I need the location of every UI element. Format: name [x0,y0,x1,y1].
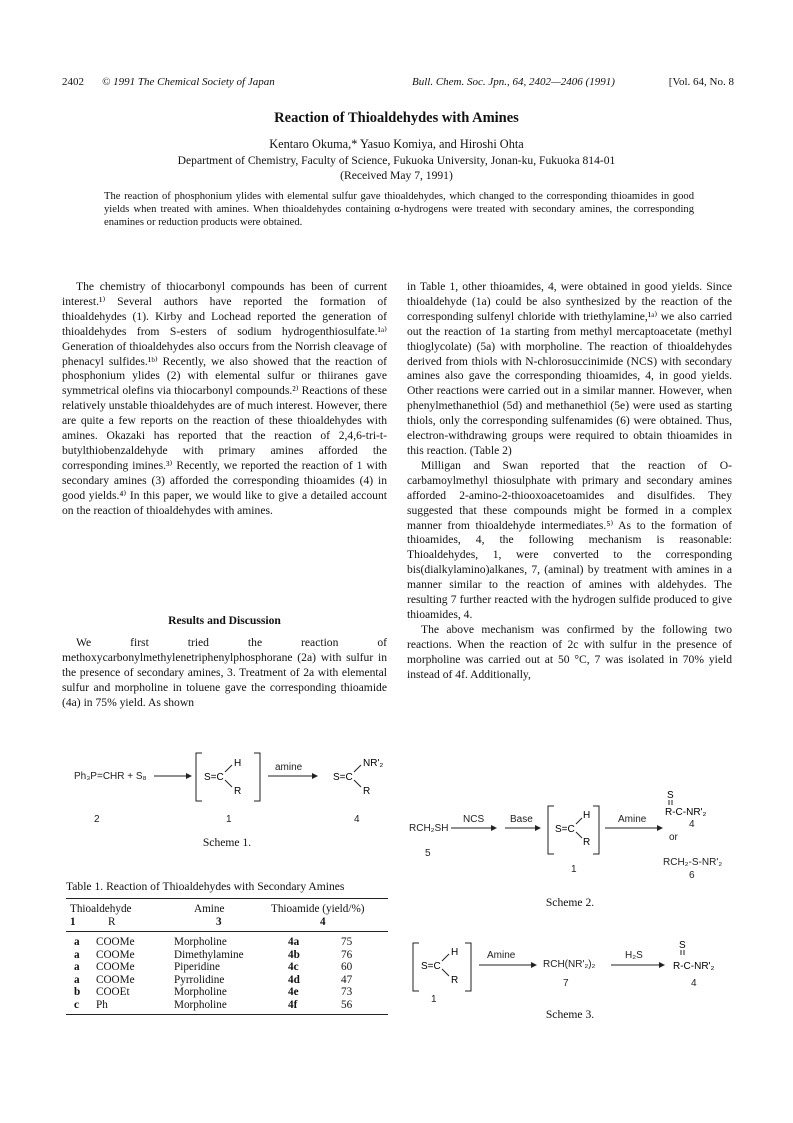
table-cell-product: 4b [288,948,300,961]
table-cell-amine: Morpholine [174,998,227,1011]
scheme2-label-5: 5 [425,848,431,859]
table-cell-product: 4f [288,998,298,1011]
table-cell-amine: Morpholine [174,936,227,948]
scheme1-label-4: 4 [354,814,360,825]
table-cell-r: COOMe [96,973,135,986]
table-cell-id: c [74,998,79,1011]
scheme3-aminal: RCH(NR'₂)₂ [543,959,596,970]
svg-text:H: H [234,758,242,769]
svg-text:S=C: S=C [555,824,575,835]
scheme2-caption: Scheme 2. [545,896,595,909]
scheme3-h2s-label: H₂S [625,950,643,961]
table-cell-amine: Morpholine [174,986,227,998]
scheme-3 [407,938,733,1004]
scheme2-or: or [669,832,678,843]
table-cell-amine: Dimethylamine [174,948,244,961]
table-cell-product: 4e [288,986,299,998]
intro-text: The chemistry of thiocarbonyl compounds has been of current interest.¹⁾ Several authors have reported the formation of thioaldehydes (1). Kirby and Lochead reported the generation of thioaldehydes from S-esters of sodium hydrogenthiosulfate.¹ᵃ⁾ Generation of thioaldehydes also occurs from the Norrish cleavage of phenacyl sulfides.¹ᵇ⁾ Recently, we also showed that the reaction of phosphonium ylides (2) with elemental sulfur or thiiranes gave symmetrical olefins via thiocarbonyl compounds.²⁾ Reactions of these relatively unstable thioaldehydes are of much interest. However, there are quite a few reports on the reaction of these thioaldehydes with amines. Okazaki has reported that the reaction of 2,4,6-tri-t-butylthiobenzaldehyde with primary amines afforded the corresponding imines.³⁾ Recently, we reported the reaction of 1 with secondary amines (3) afforded the corresponding thioamides (4) in good yields.⁴⁾ In this paper, we would like to give a detailed account on the reaction of thioaldehydes with amines. [62,280,387,517]
table-cell-product: 4a [288,936,300,948]
scheme2-graphic [407,786,733,886]
table-cell-product: 4c [288,961,299,973]
table-subheader-1: 1 [70,916,76,928]
section-heading: Results and Discussion [168,614,281,627]
scheme3-label-7: 7 [563,978,569,989]
table-cell-yield: 76 [341,948,353,961]
table-cell-r: Ph [96,998,108,1011]
svg-text:R: R [234,786,242,797]
scheme2-amine-label: Amine [618,814,647,825]
scheme1-arrow-label: amine [275,762,303,773]
table-header-thioamide: Thioamide (yield/%) [271,903,365,915]
introduction-paragraph [62,280,387,519]
table-cell-amine: Pyrrolidine [174,973,225,986]
scheme1-label-1: 1 [226,814,232,825]
svg-text:H: H [451,947,459,958]
table-cell-r: COOEt [96,986,130,998]
abstract: The reaction of phosphonium ylides with elemental sulfur gave thioaldehydes, which changed to the corresponding thioamides in good yields when treated with amines. When thioaldehydes containing α-hydrogens were treated with secondary amines, the corresponding enamines or reduction products were obtained. [104,191,694,228]
svg-text:S=C: S=C [333,772,353,783]
svg-text:R: R [451,975,459,986]
svg-text:H: H [583,810,591,821]
page-number: 2402 [62,76,84,88]
scheme1-label-2: 2 [94,814,100,825]
paper-title: Reaction of Thioaldehydes with Amines [274,110,519,126]
right-paragraph-1: in Table 1, other thioamides, 4, were obtained in good yields. Since thioaldehyde (1a) could be also synthesized by the reaction of the corresponding sulfenyl chloride with triethylamine,¹ᵃ⁾ we also carried out the reaction of 1a starting from methyl mercaptoacetate (methyl thioglycolate) (5a) with morpholine. The reaction of thioaldehydes derived from thiols with N-chlorosuccinimide (NCS) with secondary amines also gave the corresponding thioamides, 4, in good yields. Other reactions were carried out in a similar manner. However, when phenylmethanethiol (5d) and methanethiol (5e) were used as starting thiols, only the corresponding sulfenamides (6) were obtained. Thus, electron-withdrawing groups were required to obtain thioamides in this reaction. (Table 2) [407,280,732,457]
right-paragraph-2: Milligan and Swan reported that the reaction of O-carbamoylmethyl thiosulphate with primary and secondary amines afforded 2-amino-2-thiooxoacetoamides and disulfides. They suggested that these compounds might be formed in a complex manner from thioaldehyde intermediates.⁵⁾ As to the formation of thioamides, 4, the following mechanism is reasonable: Thioaldehydes, 1, were converted to the corresponding bis(dialkylamino)alkanes, 7, (aminal) by treatment with amines in a manner similar to the reaction of amines with aldehydes. The resulting 7 further reacted with the hydrogen sulfide produced to give thioamides, 4. [407,458,732,621]
table-cell-r: COOMe [96,936,135,948]
table1-caption: Table 1. Reaction of Thioaldehydes with Secondary Amines [66,880,345,893]
scheme2-label-1: 1 [571,864,577,875]
scheme2-label-4: 4 [689,819,695,830]
svg-text:S: S [679,940,686,951]
table-subheader-3: 3 [216,916,222,928]
journal-citation: Bull. Chem. Soc. Jpn., 64, 2402—2406 (1991) [412,76,615,88]
scheme3-amine-label: Amine [487,950,516,961]
scheme3-graphic [407,938,733,1004]
table-cell-yield: 75 [341,936,353,948]
scheme3-label-1: 1 [431,994,437,1005]
svg-text:S: S [667,790,674,801]
table-cell-yield: 56 [341,998,353,1011]
copyright-notice: © 1991 The Chemical Society of Japan [102,76,275,88]
scheme1-reagents: Ph₃P=CHR + S₈ [74,771,147,782]
affiliation: Department of Chemistry, Faculty of Science, Fukuoka University, Jonan-ku, Fukuoka 814-01 [177,154,616,167]
table-cell-product: 4d [288,973,300,986]
table-header-thioaldehyde: Thioaldehyde [70,903,132,915]
svg-text:NR'₂: NR'₂ [363,758,384,769]
table-cell-id: a [74,936,80,948]
scheme-2 [407,786,733,886]
scheme3-caption: Scheme 3. [545,1008,595,1021]
scheme2-label-6: 6 [689,870,695,881]
right-column [407,280,732,682]
svg-text:S=C: S=C [421,961,441,972]
svg-text:R: R [583,837,591,848]
table-cell-r: COOMe [96,948,135,961]
table-cell-yield: 60 [341,961,353,973]
table-cell-id: a [74,973,80,986]
table-header-amine: Amine [194,903,225,915]
scheme2-base-label: Base [510,814,533,825]
received-date: (Received May 7, 1991) [340,169,453,182]
svg-text:S=C: S=C [204,772,224,783]
scheme2-ncs-label: NCS [463,814,485,825]
table-cell-id: b [74,986,81,998]
svg-text:R-C-NR'₂: R-C-NR'₂ [665,807,707,818]
table-subheader-r: R [108,916,116,928]
scheme2-sulfenamide: RCH₂-S-NR'₂ [663,857,723,868]
scheme1-caption: Scheme 1. [202,836,252,849]
svg-text:R-C-NR'₂: R-C-NR'₂ [673,961,715,972]
table-subheader-4: 4 [320,916,326,928]
table-cell-id: a [74,961,80,973]
table-cell-r: COOMe [96,961,135,973]
volume-issue: [Vol. 64, No. 8 [668,76,734,88]
table-cell-id: a [74,948,80,961]
results-text: We first tried the reaction of methoxycarbonylmethylenetriphenylphosphorane (2a) with sulfur in the presence of secondary amines, 3. Treatment of 2a with elemental sulfur and morpholine in toluene gave the corresponding thioamide (4a) in 75% yield. As shown [62,636,387,709]
scheme-1 [62,748,392,828]
scheme3-label-4: 4 [691,978,697,989]
right-paragraph-3: The above mechanism was confirmed by the following two reactions. When the reaction of 2c with sulfur in the presence of morpholine was carried out at 50 °C, 7 was isolated in 70% yield instead of 4f. Additionally, [407,622,732,681]
scheme2-start: RCH₂SH [409,823,449,834]
running-header [62,74,734,90]
table-cell-yield: 73 [341,986,353,998]
table-cell-amine: Piperidine [174,961,220,973]
table-cell-yield: 47 [341,973,353,986]
results-paragraph [62,636,387,711]
svg-text:R: R [363,786,371,797]
author-list: Kentaro Okuma,* Yasuo Komiya, and Hiroshi Ohta [269,137,524,151]
